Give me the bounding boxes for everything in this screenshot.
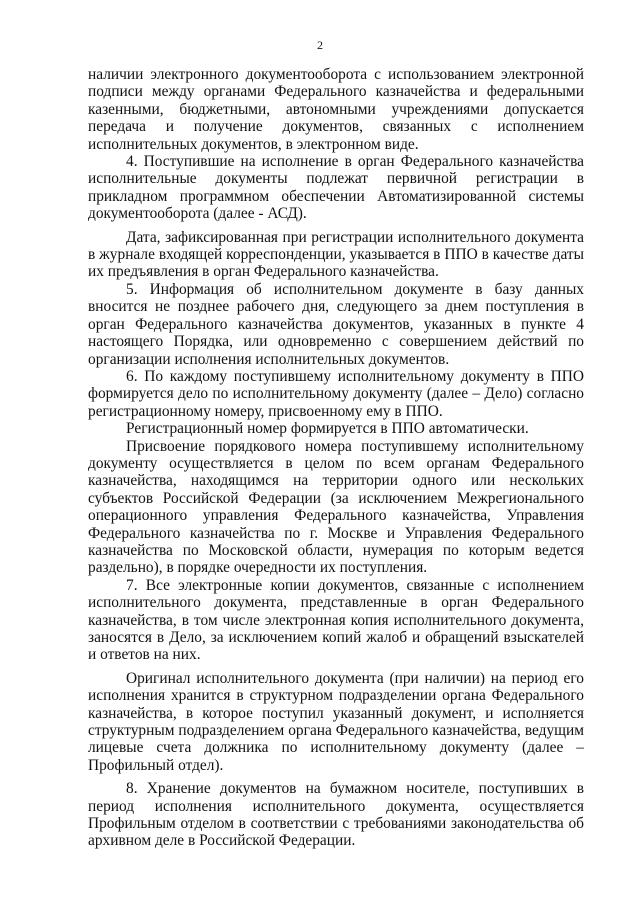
paragraph-item-6: 6. По каждому поступившему исполнительному документу в ППО формируется дело по исполнительному документу (далее – Дело) согласно регистрационному номеру, присвоенному ему в ППО. bbox=[88, 367, 584, 420]
paragraph-continuation: наличии электронного документооборота с использованием электронной подписи между органами Федерального казначейства и федеральными казенными, бюджетными, автономными учреждениями допускается передача и получение документов, связанных с исполнением исполнительных документов, в электронном виде. bbox=[88, 66, 584, 153]
paragraph-item-7: 7. Все электронные копии документов, связанные с исполнением исполнительного документа, представленные в орган Федерального казначейства, в том числе электронная копия исполнительного документа, заносятся в Дело, за исключением копий жалоб и обращений взыскателей и ответов на них. bbox=[88, 576, 584, 664]
document-body bbox=[88, 66, 584, 850]
paragraph-item-8: 8. Хранение документов на бумажном носителе, поступивших в период исполнения исполнительного документа, осуществляется Профильным отделом в соответствии с требованиями законодательства об архивном деле в Российской Федерации. bbox=[88, 780, 584, 850]
paragraph-numbering-order: Присвоение порядкового номера поступившему исполнительному документу осуществляется в целом по всем органам Федерального казначейства, находящимся на территории одного или нескольких субъектов Российской Федерации (за исключением Межрегионального операционного управления Федерального казначейства, Управления Федерального казначейства по г. Москве и Управления Федерального казначейства по Московской области, нумерация по которым ведется раздельно), в порядке очередности их поступления. bbox=[88, 437, 584, 577]
paragraph-item-4: 4. Поступившие на исполнение в орган Федерального казначейства исполнительные документы подлежат первичной регистрации в прикладном программном обеспечении Автоматизированной системы документооборота (далее - АСД). bbox=[88, 153, 584, 223]
paragraph-original-document: Оригинал исполнительного документа (при наличии) на период его исполнения хранится в структурном подразделении органа Федерального казначейства, в которое поступил указанный документ, и исполняется структурным подразделением органа Федерального казначейства, ведущим лицевые счета должника по исполнительному документу (далее – Профильный отдел). bbox=[88, 669, 584, 774]
paragraph-item-5: 5. Информация об исполнительном документе в базу данных вносится не позднее рабочего дня, следующего за днем поступления в орган Федерального казначейства документов, указанных в пункте 4 настоящего Порядка, или одновременно с совершением действий по организации исполнения исполнительных документов. bbox=[88, 280, 584, 368]
page-number: 2 bbox=[317, 38, 323, 52]
paragraph-registration-number: Регистрационный номер формируется в ППО автоматически. bbox=[126, 420, 529, 438]
paragraph-registration-date: Дата, зафиксированная при регистрации исполнительного документа в журнале входящей корреспонденции, указывается в ППО в качестве даты их предъявления в орган Федерального казначейства. bbox=[88, 228, 584, 281]
